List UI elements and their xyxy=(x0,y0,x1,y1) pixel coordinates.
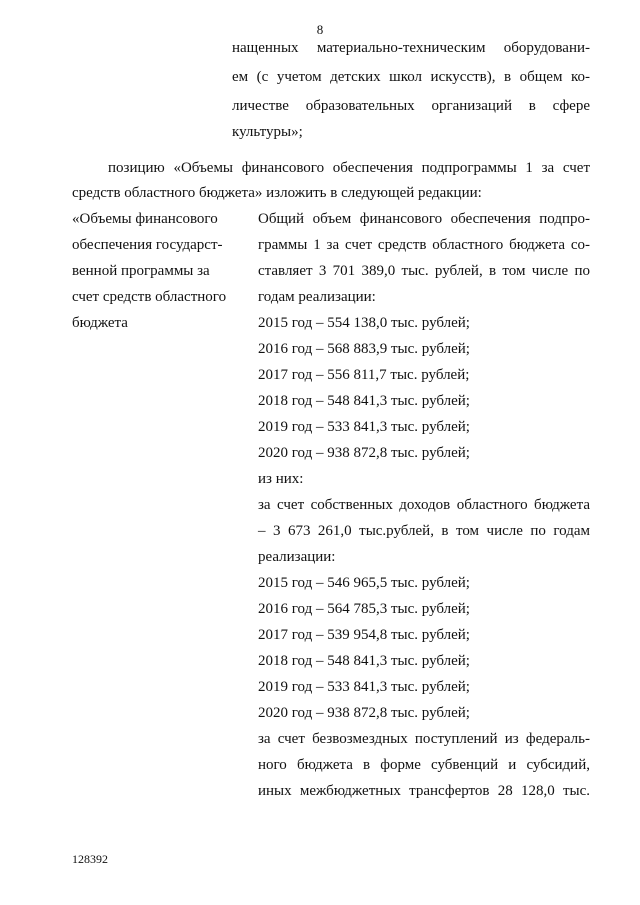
left-column-line-4: счет средств областного xyxy=(72,289,227,305)
own-year-line-2018: 2018 год – 548 841,3 тыс. рублей; xyxy=(258,653,470,669)
right-column-federal-line-3: иных межбюджетных трансфертов 28 128,0 тыс. xyxy=(258,783,590,799)
year-line-2020: 2020 год – 938 872,8 тыс. рублей; xyxy=(258,445,470,461)
paragraph-line-1: позицию «Объемы финансового обеспечения подпрограммы 1 за счет xyxy=(108,160,590,176)
right-column-federal-line-1: за счет безвозмездных поступлений из федераль- xyxy=(258,731,590,747)
own-year-line-2016: 2016 год – 564 785,3 тыс. рублей; xyxy=(258,601,470,617)
right-column-line-1: Общий объем финансового обеспечения подпро- xyxy=(258,211,590,227)
right-column-line-from-them: из них: xyxy=(258,471,304,487)
year-line-2019: 2019 год – 533 841,3 тыс. рублей; xyxy=(258,419,470,435)
right-column-line-4: годам реализации: xyxy=(258,289,376,305)
continuation-line-1: нащенных материально-техническим оборудовани- xyxy=(232,40,590,56)
right-column-implementation-line: реализации: xyxy=(258,549,336,565)
right-column-line-2: граммы 1 за счет средств областного бюджета со- xyxy=(258,237,590,253)
own-year-line-2020: 2020 год – 938 872,8 тыс. рублей; xyxy=(258,705,470,721)
continuation-line-2: ем (с учетом детских школ искусств), в общем ко- xyxy=(232,69,590,85)
left-column-line-3: венной программы за xyxy=(72,263,210,279)
left-column-line-2: обеспечения государст- xyxy=(72,237,223,253)
year-line-2018: 2018 год – 548 841,3 тыс. рублей; xyxy=(258,393,470,409)
left-column-line-1: «Объемы финансового xyxy=(72,211,218,227)
right-column-own-revenue-line: за счет собственных доходов областного бюджета xyxy=(258,497,590,513)
paragraph-line-2: средств областного бюджета» изложить в следующей редакции: xyxy=(72,185,482,201)
page-number: 8 xyxy=(316,22,324,37)
right-column-federal-line-2: ного бюджета в форме субвенций и субсидий, xyxy=(258,757,590,773)
continuation-line-4: культуры»; xyxy=(232,124,303,140)
year-line-2017: 2017 год – 556 811,7 тыс. рублей; xyxy=(258,367,470,383)
continuation-line-3: личестве образовательных организаций в сфере xyxy=(232,98,590,114)
left-column-line-5: бюджета xyxy=(72,315,128,331)
year-line-2015: 2015 год – 554 138,0 тыс. рублей; xyxy=(258,315,470,331)
right-column-line-3: ставляет 3 701 389,0 тыс. рублей, в том числе по xyxy=(258,263,590,279)
own-year-line-2015: 2015 год – 546 965,5 тыс. рублей; xyxy=(258,575,470,591)
year-line-2016: 2016 год – 568 883,9 тыс. рублей; xyxy=(258,341,470,357)
own-year-line-2017: 2017 год – 539 954,8 тыс. рублей; xyxy=(258,627,470,643)
own-year-line-2019: 2019 год – 533 841,3 тыс. рублей; xyxy=(258,679,470,695)
footer-document-code: 128392 xyxy=(72,852,108,866)
right-column-own-revenue-total: – 3 673 261,0 тыс.рублей, в том числе по годам xyxy=(258,523,590,539)
